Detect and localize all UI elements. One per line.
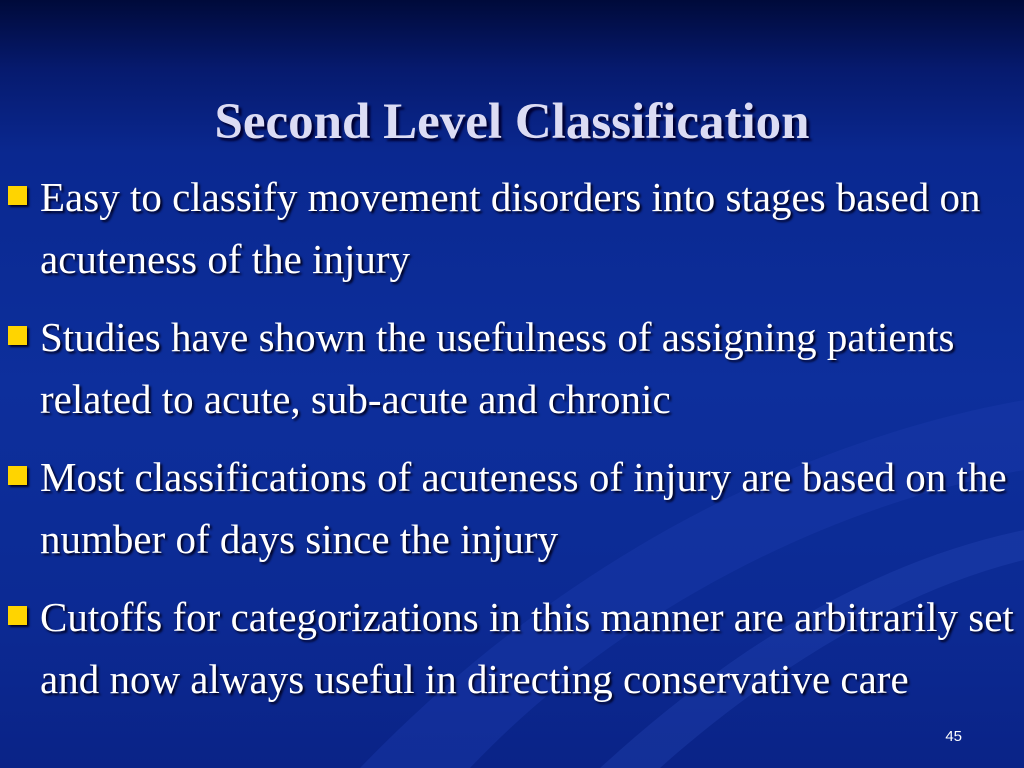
square-bullet-icon — [8, 606, 27, 625]
bullet-item — [0, 586, 1024, 710]
square-bullet-icon — [8, 466, 27, 485]
slide-title: Second Level Classification — [214, 94, 810, 150]
page-number: 45 — [945, 728, 962, 745]
bullet-text: Easy to classify movement disorders into stages based on acuteness of the injury — [40, 174, 981, 282]
bullet-item — [0, 166, 1024, 290]
square-bullet-icon — [8, 326, 27, 345]
bullet-item — [0, 306, 1024, 430]
bullet-text: Studies have shown the usefulness of assigning patients related to acute, sub-acute and chronic — [40, 314, 955, 422]
bullet-text: Most classifications of acuteness of injury are based on the number of days since the injury — [40, 454, 1007, 562]
bullet-text: Cutoffs for categorizations in this manner are arbitrarily set and now always useful in directing conservative care — [40, 594, 1014, 702]
square-bullet-icon — [8, 186, 27, 205]
bullet-item — [0, 446, 1024, 570]
bullet-list — [0, 166, 1024, 726]
